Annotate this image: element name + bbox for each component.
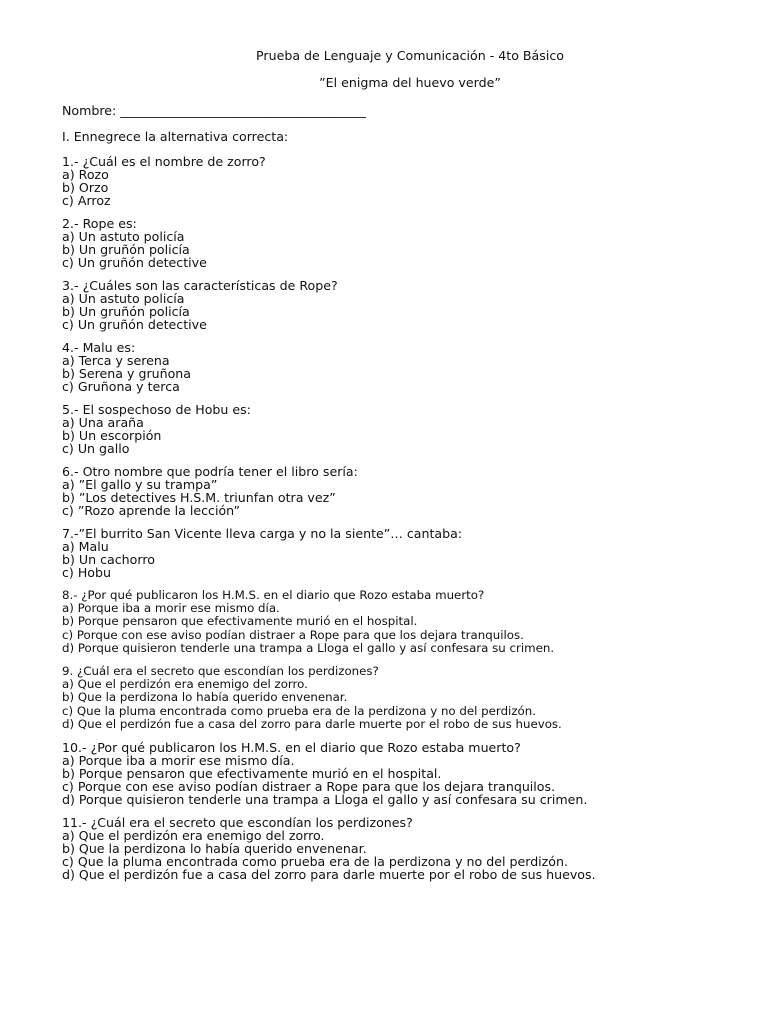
- answer-option: b) Un gruñón policía: [62, 242, 190, 257]
- question-3: [62, 279, 722, 331]
- answer-option: a) Un astuto policía: [62, 291, 185, 306]
- answer-option: a) Terca y serena: [62, 353, 170, 368]
- question-stem: 10.- ¿Por qué publicaron los H.M.S. en el diario que Rozo estaba muerto?: [62, 740, 521, 756]
- answer-option: d) Que el perdizón fue a casa del zorro para darle muerte por el robo de sus huevos.: [62, 716, 562, 731]
- answer-option: c) Hobu: [62, 565, 111, 580]
- document-page: [62, 48, 722, 881]
- answer-option: d) Porque quisieron tenderle una trampa a Lloga el gallo y así confesara su crimen.: [62, 640, 555, 655]
- question-9: [62, 665, 722, 731]
- question-4: [62, 341, 722, 393]
- answer-option: c) Arroz: [62, 193, 111, 208]
- question-stem: 2.- Rope es:: [62, 216, 137, 231]
- answer-option: b) Porque pensaron que efectivamente murió en el hospital.: [62, 614, 418, 629]
- question-8: [62, 589, 722, 655]
- question-stem: 7.-”El burrito San Vicente lleva carga y no la siente”… cantaba:: [62, 526, 463, 541]
- question-10: [62, 741, 722, 806]
- document-subtitle: ”El enigma del huevo verde”: [319, 75, 501, 90]
- instruction-text: I. Ennegrece la alternativa correcta:: [62, 129, 289, 144]
- question-stem: 5.- El sospechoso de Hobu es:: [62, 402, 251, 417]
- question-stem: 3.- ¿Cuáles son las características de Rope?: [62, 278, 338, 293]
- document-title: Prueba de Lenguaje y Comunicación - 4to Básico: [256, 48, 564, 63]
- answer-option: b) Un cachorro: [62, 552, 155, 567]
- answer-option: b) Orzo: [62, 180, 109, 195]
- question-stem: 8.- ¿Por qué publicaron los H.M.S. en el diario que Rozo estaba muerto?: [62, 588, 485, 602]
- answer-option: c) Un gruñón detective: [62, 317, 207, 332]
- answer-option: a) Malu: [62, 539, 109, 554]
- answer-option: b) Serena y gruñona: [62, 366, 191, 381]
- answer-option: b) Que la perdizona lo había querido envenenar.: [62, 690, 348, 705]
- answer-option: c) Un gruñón detective: [62, 255, 207, 270]
- answer-option: d) Que el perdizón fue a casa del zorro para darle muerte por el robo de sus huevos.: [62, 867, 596, 883]
- answer-option: a) Porque iba a morir ese mismo día.: [62, 753, 295, 769]
- question-7: [62, 527, 722, 579]
- question-list: [62, 155, 722, 881]
- answer-option: b) ”Los detectives H.S.M. triunfan otra vez”: [62, 490, 336, 505]
- question-stem: 6.- Otro nombre que podría tener el libro sería:: [62, 464, 358, 479]
- answer-option: c) Porque con ese aviso podían distraer a Rope para que los dejara tranquilos.: [62, 779, 556, 795]
- question-stem: 4.- Malu es:: [62, 340, 136, 355]
- question-stem: 9. ¿Cuál era el secreto que escondían los perdizones?: [62, 664, 379, 679]
- answer-option: c) Un gallo: [62, 441, 130, 456]
- question-1: [62, 155, 722, 207]
- answer-option: c) Porque con ese aviso podían distraer a Rope para que los dejara tranquilos.: [62, 627, 524, 642]
- answer-option: c) ”Rozo aprende la lección”: [62, 503, 240, 518]
- question-stem: 1.- ¿Cuál es el nombre de zorro?: [62, 154, 266, 169]
- answer-option: d) Porque quisieron tenderle una trampa a Lloga el gallo y así confesara su crimen.: [62, 792, 588, 808]
- answer-option: a) Una araña: [62, 415, 144, 430]
- answer-option: b) Un gruñón policía: [62, 304, 190, 319]
- answer-option: a) ”El gallo y su trampa”: [62, 477, 218, 492]
- answer-option: a) Un astuto policía: [62, 229, 185, 244]
- answer-option: b) Un escorpión: [62, 428, 162, 443]
- answer-option: a) Que el perdizón era enemigo del zorro.: [62, 828, 325, 844]
- answer-option: c) Gruñona y terca: [62, 379, 180, 394]
- answer-option: c) Que la pluma encontrada como prueba era de la perdizona y no del perdizón.: [62, 854, 568, 870]
- name-field-line: Nombre: _______________________________________: [62, 103, 366, 118]
- question-5: [62, 403, 722, 455]
- answer-option: a) Que el perdizón era enemigo del zorro.: [62, 677, 308, 692]
- answer-option: a) Porque iba a morir ese mismo día.: [62, 601, 280, 616]
- question-2: [62, 217, 722, 269]
- answer-option: b) Porque pensaron que efectivamente murió en el hospital.: [62, 766, 442, 782]
- answer-option: b) Que la perdizona lo había querido envenenar.: [62, 841, 367, 857]
- answer-option: a) Rozo: [62, 167, 109, 182]
- question-6: [62, 465, 722, 517]
- question-11: [62, 816, 722, 881]
- answer-option: c) Que la pluma encontrada como prueba era de la perdizona y no del perdizón.: [62, 703, 536, 718]
- question-stem: 11.- ¿Cuál era el secreto que escondían los perdizones?: [62, 815, 413, 831]
